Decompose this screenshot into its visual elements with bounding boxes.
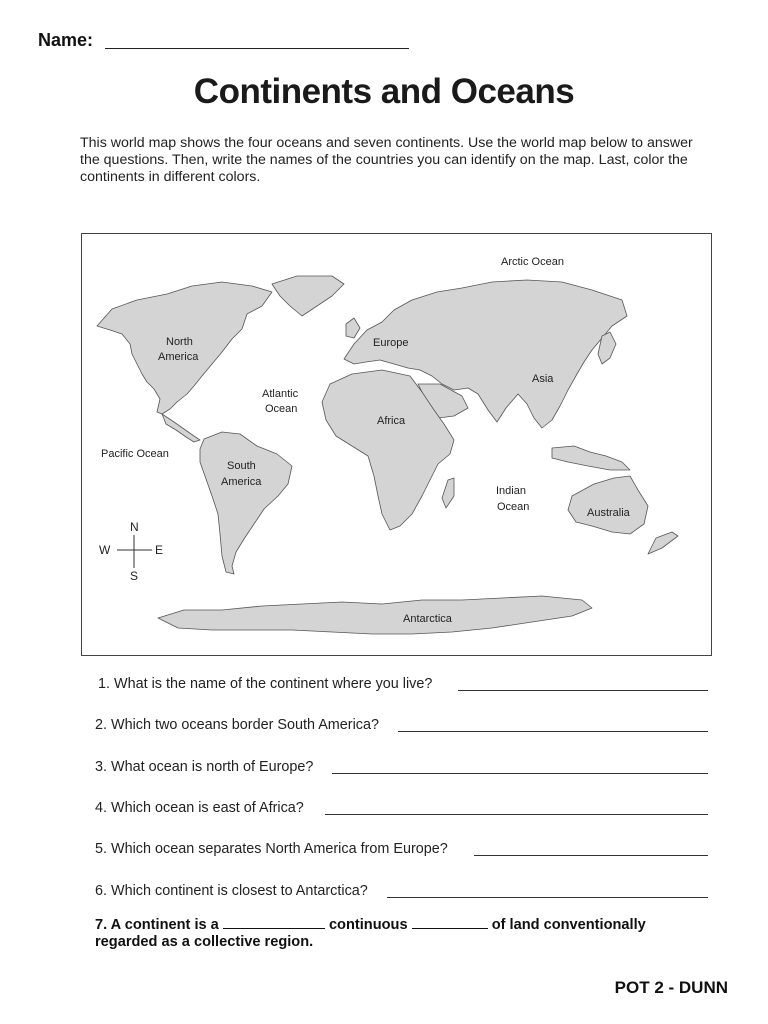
world-map xyxy=(81,233,712,656)
south-america-shape xyxy=(200,432,292,574)
question-6 xyxy=(95,883,368,899)
australia-label: Australia xyxy=(587,507,630,519)
question-5 xyxy=(95,841,448,857)
africa-label: Africa xyxy=(377,415,406,427)
question-number: 6. xyxy=(95,883,108,899)
pacific-ocean-label: Pacific Ocean xyxy=(101,448,169,460)
question-1 xyxy=(98,676,432,692)
australia-shape xyxy=(568,476,648,534)
answer-line-1[interactable] xyxy=(458,690,708,691)
question-7-part-3: of land conventionally regarded as a collective region. xyxy=(95,917,646,950)
question-text: Which two oceans border South America? xyxy=(111,717,379,733)
south-america-label-1: South xyxy=(227,460,256,472)
atlantic-ocean-label-2: Ocean xyxy=(265,403,298,415)
answer-line-3[interactable] xyxy=(332,773,708,774)
question-number: 4. xyxy=(95,800,108,816)
new-zealand-shape xyxy=(648,532,678,554)
compass-n: N xyxy=(130,520,139,534)
answer-line-4[interactable] xyxy=(325,814,708,815)
north-america-label-1: North xyxy=(166,336,193,348)
question-text: What is the name of the continent where you live? xyxy=(114,676,433,692)
question-7-part-1: 7. A continent is a xyxy=(95,917,219,933)
atlantic-ocean-label-1: Atlantic xyxy=(262,388,299,400)
question-7-blank-1[interactable] xyxy=(223,917,325,929)
compass-e: E xyxy=(155,543,164,557)
greenland-shape xyxy=(272,276,344,316)
question-7-blank-2[interactable] xyxy=(412,917,488,929)
antarctica-shape xyxy=(158,596,592,634)
question-text: Which continent is closest to Antarctica? xyxy=(111,883,368,899)
north-america-label-2: America xyxy=(158,351,199,363)
answer-line-6[interactable] xyxy=(387,897,708,898)
question-3 xyxy=(95,759,313,775)
compass-w: W xyxy=(99,543,111,557)
answer-line-2[interactable] xyxy=(398,731,708,732)
question-text: What ocean is north of Europe? xyxy=(111,759,314,775)
question-number: 3. xyxy=(95,759,108,775)
madagascar-shape xyxy=(442,478,454,508)
question-number: 5. xyxy=(95,841,108,857)
antarctica-label: Antarctica xyxy=(403,613,452,625)
north-america-shape xyxy=(97,282,272,414)
question-number: 1. xyxy=(98,676,111,692)
arctic-ocean-label: Arctic Ocean xyxy=(501,256,564,268)
south-america-label-2: America xyxy=(221,476,262,488)
uk-shape xyxy=(346,318,360,338)
central-america-shape xyxy=(162,414,200,442)
world-map-graphic xyxy=(82,234,711,655)
question-text: Which ocean is east of Africa? xyxy=(111,800,304,816)
question-7-part-2: continuous xyxy=(328,917,408,933)
name-field[interactable] xyxy=(105,48,409,49)
question-4 xyxy=(95,800,304,816)
indonesia-shape xyxy=(552,446,630,470)
question-7 xyxy=(95,917,705,951)
question-number: 2. xyxy=(95,717,108,733)
name-label: Name: xyxy=(38,30,94,50)
question-text: Which ocean separates North America from Europe? xyxy=(111,841,448,857)
answer-line-5[interactable] xyxy=(474,855,708,856)
indian-ocean-label-2: Ocean xyxy=(497,501,530,513)
question-2 xyxy=(95,717,379,733)
page-title: Continents and Oceans xyxy=(193,72,575,111)
instructions: This world map shows the four oceans and seven continents. Use the world map below to answer the questions. Then, write the names of the countries you can identify on the map. Last, color the continents in different colors. xyxy=(80,135,693,185)
compass-rose xyxy=(99,520,163,583)
footer-class-label: POT 2 - DUNN xyxy=(614,978,728,997)
indian-ocean-label-1: Indian xyxy=(496,485,526,497)
asia-label: Asia xyxy=(532,373,554,385)
europe-label: Europe xyxy=(373,337,409,349)
compass-s: S xyxy=(130,569,139,583)
